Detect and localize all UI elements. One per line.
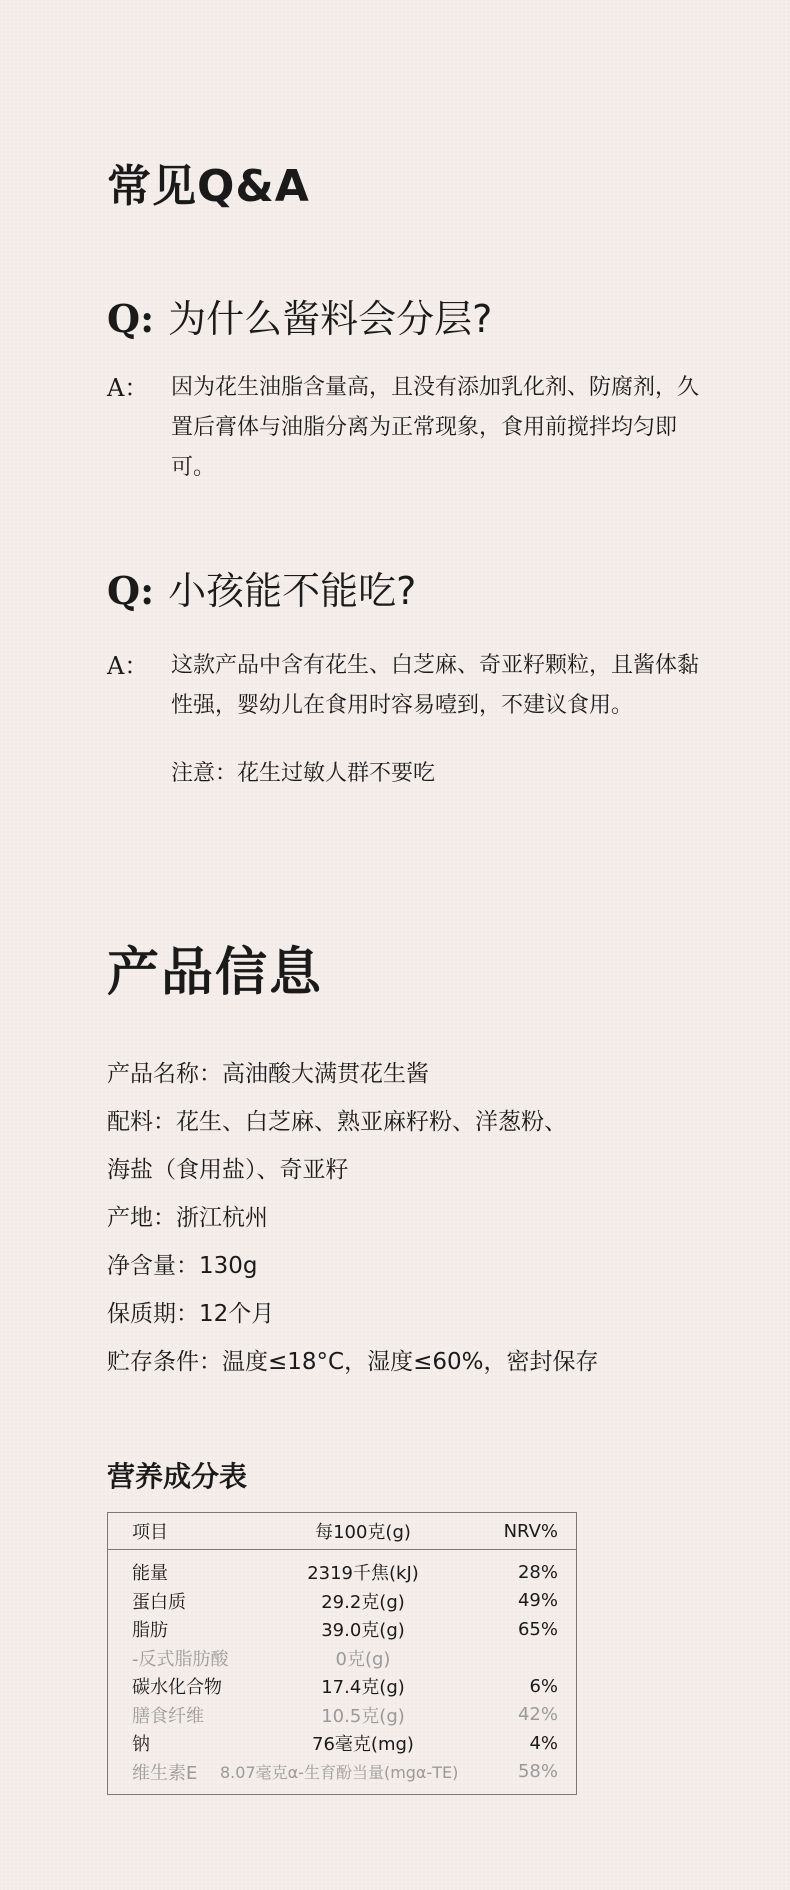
question-2-text: 小孩能不能吃? bbox=[168, 569, 417, 613]
allergy-note: 注意：花生过敏人群不要吃 bbox=[171, 761, 436, 786]
table-row bbox=[108, 1615, 576, 1644]
header-per-100g: 每100克(g) bbox=[315, 1522, 411, 1543]
product-info-line: 贮存条件：温度≤18°C，湿度≤60%，密封保存 bbox=[107, 1349, 599, 1375]
nutrition-table-title: 营养成分表 bbox=[107, 1460, 248, 1493]
row-amount: 10.5克(g) bbox=[321, 1705, 405, 1727]
row-item: 维生素E bbox=[132, 1762, 198, 1784]
row-amount: 0克(g) bbox=[335, 1648, 391, 1670]
row-amount-text: 8.07毫克α-生育酚当量(mgα-TE) bbox=[220, 1763, 459, 1783]
answer-1-text: 因为花生油脂含量高，且没有添加乳化剂、防腐剂，久置后膏体与油脂分离为正常现象，食用前搅拌均匀即可。 bbox=[171, 375, 700, 480]
table-row bbox=[108, 1644, 576, 1673]
header-item: 项目 bbox=[132, 1522, 168, 1543]
product-info-line: 保质期：12个月 bbox=[107, 1301, 275, 1327]
table-row bbox=[108, 1587, 576, 1616]
product-info-line: 产地：浙江杭州 bbox=[107, 1205, 268, 1231]
row-amount: 76毫克(mg) bbox=[312, 1734, 414, 1756]
row-item: 脂肪 bbox=[132, 1620, 168, 1642]
row-amount: 2319千焦(kJ) bbox=[307, 1563, 419, 1585]
product-info-line: 配料：花生、白芝麻、熟亚麻籽粉、洋葱粉、 bbox=[107, 1109, 567, 1135]
question-1-marker: Q: bbox=[107, 296, 155, 341]
table-row bbox=[108, 1701, 576, 1730]
qa-section-title: 常见Q&A bbox=[107, 161, 310, 212]
nutrition-table-header bbox=[108, 1513, 576, 1550]
table-row bbox=[108, 1672, 576, 1701]
product-info-line: 净含量：130g bbox=[107, 1253, 258, 1279]
row-item: 能量 bbox=[132, 1563, 168, 1585]
answer-2 bbox=[107, 646, 701, 726]
table-row bbox=[108, 1758, 576, 1787]
answer-1-marker: A： bbox=[107, 374, 149, 402]
answer-2-marker: A： bbox=[107, 652, 149, 680]
product-info-line: 海盐（食用盐）、奇亚籽 bbox=[107, 1157, 349, 1183]
row-item: 钠 bbox=[132, 1734, 150, 1756]
question-1 bbox=[107, 288, 492, 343]
table-row bbox=[108, 1558, 576, 1587]
nutrition-table-body bbox=[108, 1550, 576, 1794]
answer-2-text: 这款产品中含有花生、白芝麻、奇亚籽颗粒，且酱体黏性强，婴幼儿在食用时容易噎到，不建议食用。 bbox=[171, 653, 700, 718]
row-item: -反式脂肪酸 bbox=[132, 1648, 229, 1670]
question-2-marker: Q: bbox=[107, 568, 155, 613]
row-amount: 39.0克(g) bbox=[321, 1620, 405, 1642]
header-nrv: NRV% bbox=[503, 1520, 558, 1542]
table-row bbox=[108, 1729, 576, 1758]
row-nrv: 42% bbox=[517, 1704, 558, 1726]
row-item: 膳食纤维 bbox=[132, 1705, 204, 1727]
question-1-text: 为什么酱料会分层? bbox=[168, 297, 493, 341]
row-nrv: 49% bbox=[517, 1590, 558, 1612]
row-nrv: 58% bbox=[517, 1761, 558, 1783]
answer-1 bbox=[107, 368, 701, 488]
row-item: 蛋白质 bbox=[132, 1591, 186, 1613]
nutrition-table bbox=[107, 1512, 577, 1795]
row-nrv: 28% bbox=[517, 1561, 558, 1583]
product-info-line: 产品名称：高油酸大满贯花生酱 bbox=[107, 1061, 429, 1087]
product-info-title: 产品信息 bbox=[107, 943, 324, 1003]
product-info-list bbox=[107, 1050, 599, 1386]
row-amount bbox=[208, 1760, 478, 1783]
question-2 bbox=[107, 560, 416, 615]
row-item: 碳水化合物 bbox=[132, 1677, 222, 1699]
row-nrv: 65% bbox=[517, 1618, 558, 1640]
row-nrv: 6% bbox=[529, 1675, 558, 1697]
row-amount: 29.2克(g) bbox=[321, 1591, 405, 1613]
row-amount: 17.4克(g) bbox=[321, 1677, 405, 1699]
row-nrv: 4% bbox=[529, 1732, 558, 1754]
